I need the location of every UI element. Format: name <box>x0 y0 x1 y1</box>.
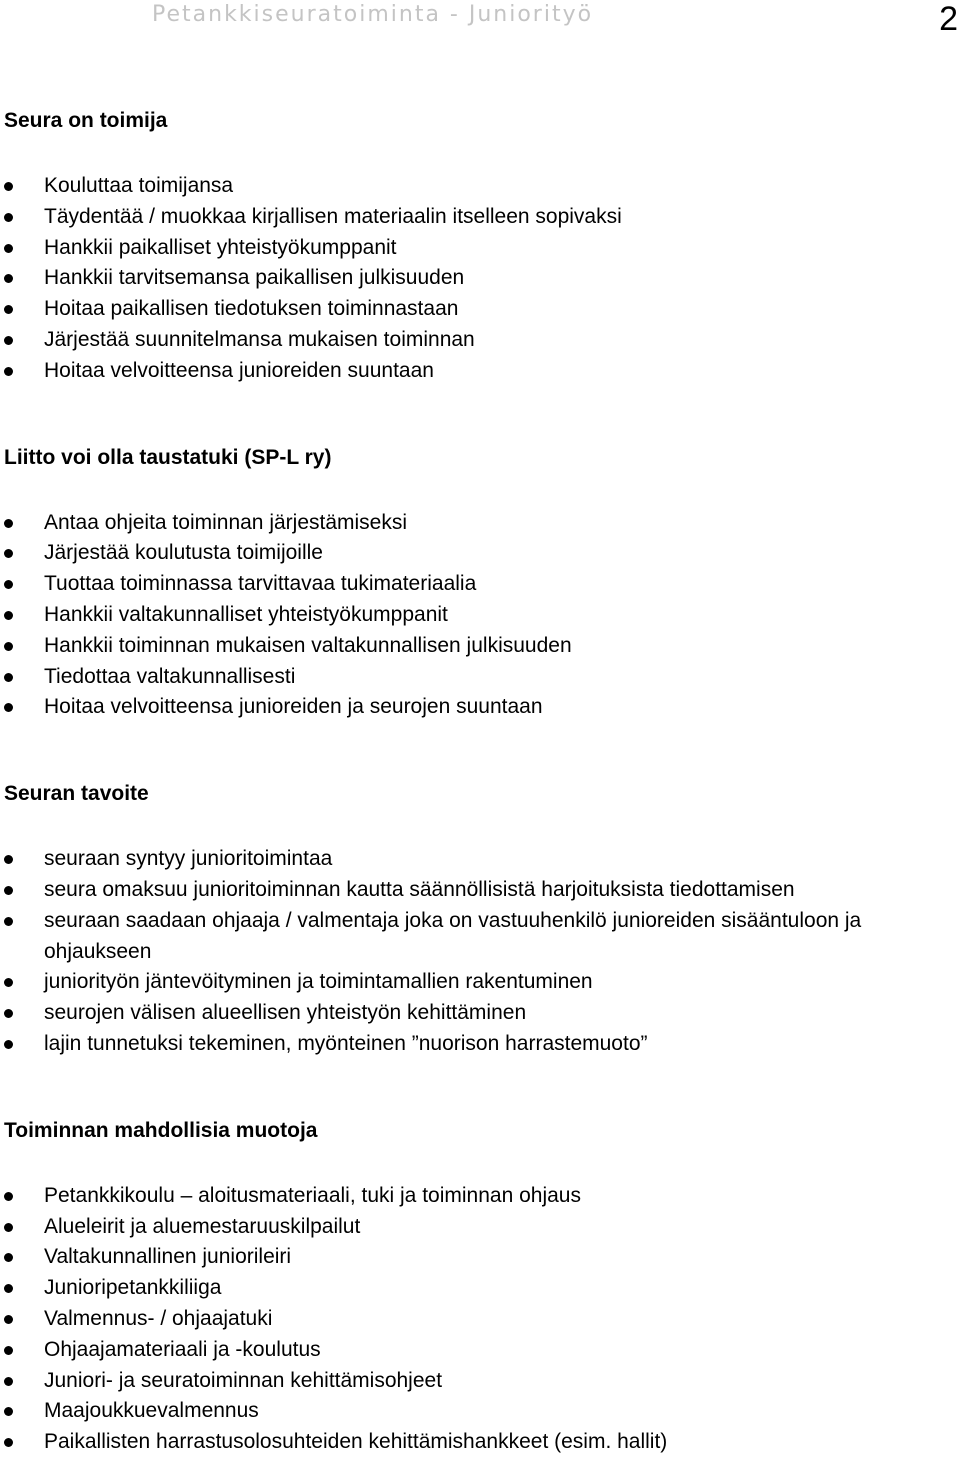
list-item <box>4 998 956 1029</box>
list-item-text: seurojen välisen alueellisen yhteistyön kehittäminen <box>44 1001 527 1025</box>
bullet-icon <box>4 244 13 253</box>
list-item <box>4 967 956 998</box>
list-item-text: lajin tunnetuksi tekeminen, myönteinen ”nuorison harrastemuoto” <box>44 1031 648 1055</box>
list-item <box>4 1427 956 1458</box>
list-item <box>4 569 956 600</box>
bullet-icon <box>4 1253 13 1262</box>
list-item-text: seuraan saadaan ohjaaja / valmentaja joka on vastuuhenkilö junioreiden sisääntuloon ja ohjaukseen <box>44 908 862 963</box>
list-item-text: Hoitaa velvoitteensa junioreiden suuntaan <box>44 358 434 382</box>
section-seura-on-toimija <box>4 106 956 443</box>
section-seuran-tavoite <box>4 779 956 1116</box>
bullet-icon <box>4 1346 13 1355</box>
list-item-text: Paikallisten harrastusolosuhteiden kehittämishankkeet (esim. hallit) <box>44 1430 668 1454</box>
bullet-list <box>4 1181 956 1458</box>
running-header <box>0 0 960 40</box>
list-item-text: seura omaksuu junioritoiminnan kautta säännöllisistä harjoituksista tiedottamisen <box>44 877 795 901</box>
list-item <box>4 631 956 662</box>
list-item-text: Hankkii paikalliset yhteistyökumppanit <box>44 235 397 259</box>
list-item-text: Maajoukkuevalmennus <box>44 1399 259 1423</box>
bullet-icon <box>4 1377 13 1386</box>
bullet-icon <box>4 642 13 651</box>
list-item-text: Ohjaajamateriaali ja -koulutus <box>44 1337 321 1361</box>
list-item-text: Hoitaa paikallisen tiedotuksen toiminnastaan <box>44 297 459 321</box>
list-item <box>4 294 956 325</box>
list-item-text: Hankkii toiminnan mukaisen valtakunnallisen julkisuuden <box>44 633 572 657</box>
bullet-icon <box>4 673 13 682</box>
list-item <box>4 202 956 233</box>
list-item-text: Valtakunnallinen juniorileiri <box>44 1245 292 1269</box>
list-item <box>4 171 956 202</box>
list-item <box>4 906 956 968</box>
list-item-text: Tiedottaa valtakunnallisesti <box>44 664 296 688</box>
list-item <box>4 233 956 264</box>
list-item-text: Tuottaa toiminnassa tarvittavaa tukimateriaalia <box>44 572 477 596</box>
bullet-icon <box>4 336 13 345</box>
list-item <box>4 325 956 356</box>
list-item-text: Juniori- ja seuratoiminnan kehittämisohjeet <box>44 1368 443 1392</box>
list-item <box>4 600 956 631</box>
list-item-text: Antaa ohjeita toiminnan järjestämiseksi <box>44 510 408 534</box>
list-item <box>4 1029 956 1060</box>
bullet-icon <box>4 367 13 376</box>
bullet-icon <box>4 1438 13 1447</box>
list-item-text: juniorityön jäntevöityminen ja toimintamallien rakentuminen <box>44 970 593 994</box>
bullet-icon <box>4 549 13 558</box>
bullet-icon <box>4 1192 13 1201</box>
section-heading: Seura on toimija <box>4 109 168 132</box>
list-item-text: Alueleirit ja aluemestaruuskilpailut <box>44 1214 361 1238</box>
list-item-text: Junioripetankkiliiga <box>44 1276 222 1300</box>
bullet-icon <box>4 978 13 987</box>
bullet-icon <box>4 1223 13 1232</box>
list-item-text: Hankkii tarvitsemansa paikallisen julkisuuden <box>44 266 465 290</box>
list-item <box>4 875 956 906</box>
list-item-text: Järjestää suunnitelmansa mukaisen toiminnan <box>44 327 475 351</box>
bullet-list <box>4 171 956 387</box>
list-item <box>4 538 956 569</box>
bullet-list <box>4 844 956 1060</box>
list-item-text: seuraan syntyy junioritoimintaa <box>44 847 333 871</box>
section-heading: Toiminnan mahdollisia muotoja <box>4 1118 318 1142</box>
section-heading: Liitto voi olla taustatuki (SP-L ry) <box>4 445 332 469</box>
list-item-text: Täydentää / muokkaa kirjallisen materiaalin itselleen sopivaksi <box>44 204 622 228</box>
bullet-icon <box>4 886 13 895</box>
bullet-icon <box>4 917 13 926</box>
section-toiminnan-muodot <box>4 1116 956 1458</box>
list-item-text: Hoitaa velvoitteensa junioreiden ja seurojen suuntaan <box>44 695 543 719</box>
bullet-icon <box>4 274 13 283</box>
section-heading: Seuran tavoite <box>4 782 149 806</box>
list-item <box>4 1396 956 1427</box>
bullet-icon <box>4 182 13 191</box>
list-item <box>4 1304 956 1335</box>
bullet-icon <box>4 1284 13 1293</box>
list-item <box>4 1212 956 1243</box>
list-item <box>4 356 956 387</box>
list-item <box>4 1366 956 1397</box>
list-item <box>4 844 956 875</box>
bullet-list <box>4 508 956 724</box>
bullet-icon <box>4 580 13 589</box>
document-body <box>4 106 956 1458</box>
list-item <box>4 1273 956 1304</box>
header-title: Petankkiseuratoiminta - Juniorityö <box>152 2 594 27</box>
list-item <box>4 662 956 693</box>
page-number: 2 <box>939 0 958 38</box>
list-item-text: Kouluttaa toimijansa <box>44 174 234 197</box>
list-item <box>4 263 956 294</box>
bullet-icon <box>4 703 13 712</box>
list-item <box>4 1181 956 1212</box>
bullet-icon <box>4 855 13 864</box>
list-item-text: Petankkikoulu – aloitusmateriaali, tuki ja toiminnan ohjaus <box>44 1183 581 1207</box>
section-liitto-taustatuki <box>4 443 956 780</box>
bullet-icon <box>4 1315 13 1324</box>
list-item-text: Järjestää koulutusta toimijoille <box>44 541 323 565</box>
list-item <box>4 1242 956 1273</box>
list-item-text: Hankkii valtakunnalliset yhteistyökumppanit <box>44 602 448 626</box>
bullet-icon <box>4 611 13 620</box>
bullet-icon <box>4 213 13 222</box>
list-item <box>4 508 956 539</box>
bullet-icon <box>4 1407 13 1416</box>
list-item-text: Valmennus- / ohjaajatuki <box>44 1306 273 1330</box>
bullet-icon <box>4 305 13 314</box>
bullet-icon <box>4 1040 13 1049</box>
bullet-icon <box>4 1009 13 1018</box>
list-item <box>4 692 956 723</box>
list-item <box>4 1335 956 1366</box>
bullet-icon <box>4 519 13 528</box>
